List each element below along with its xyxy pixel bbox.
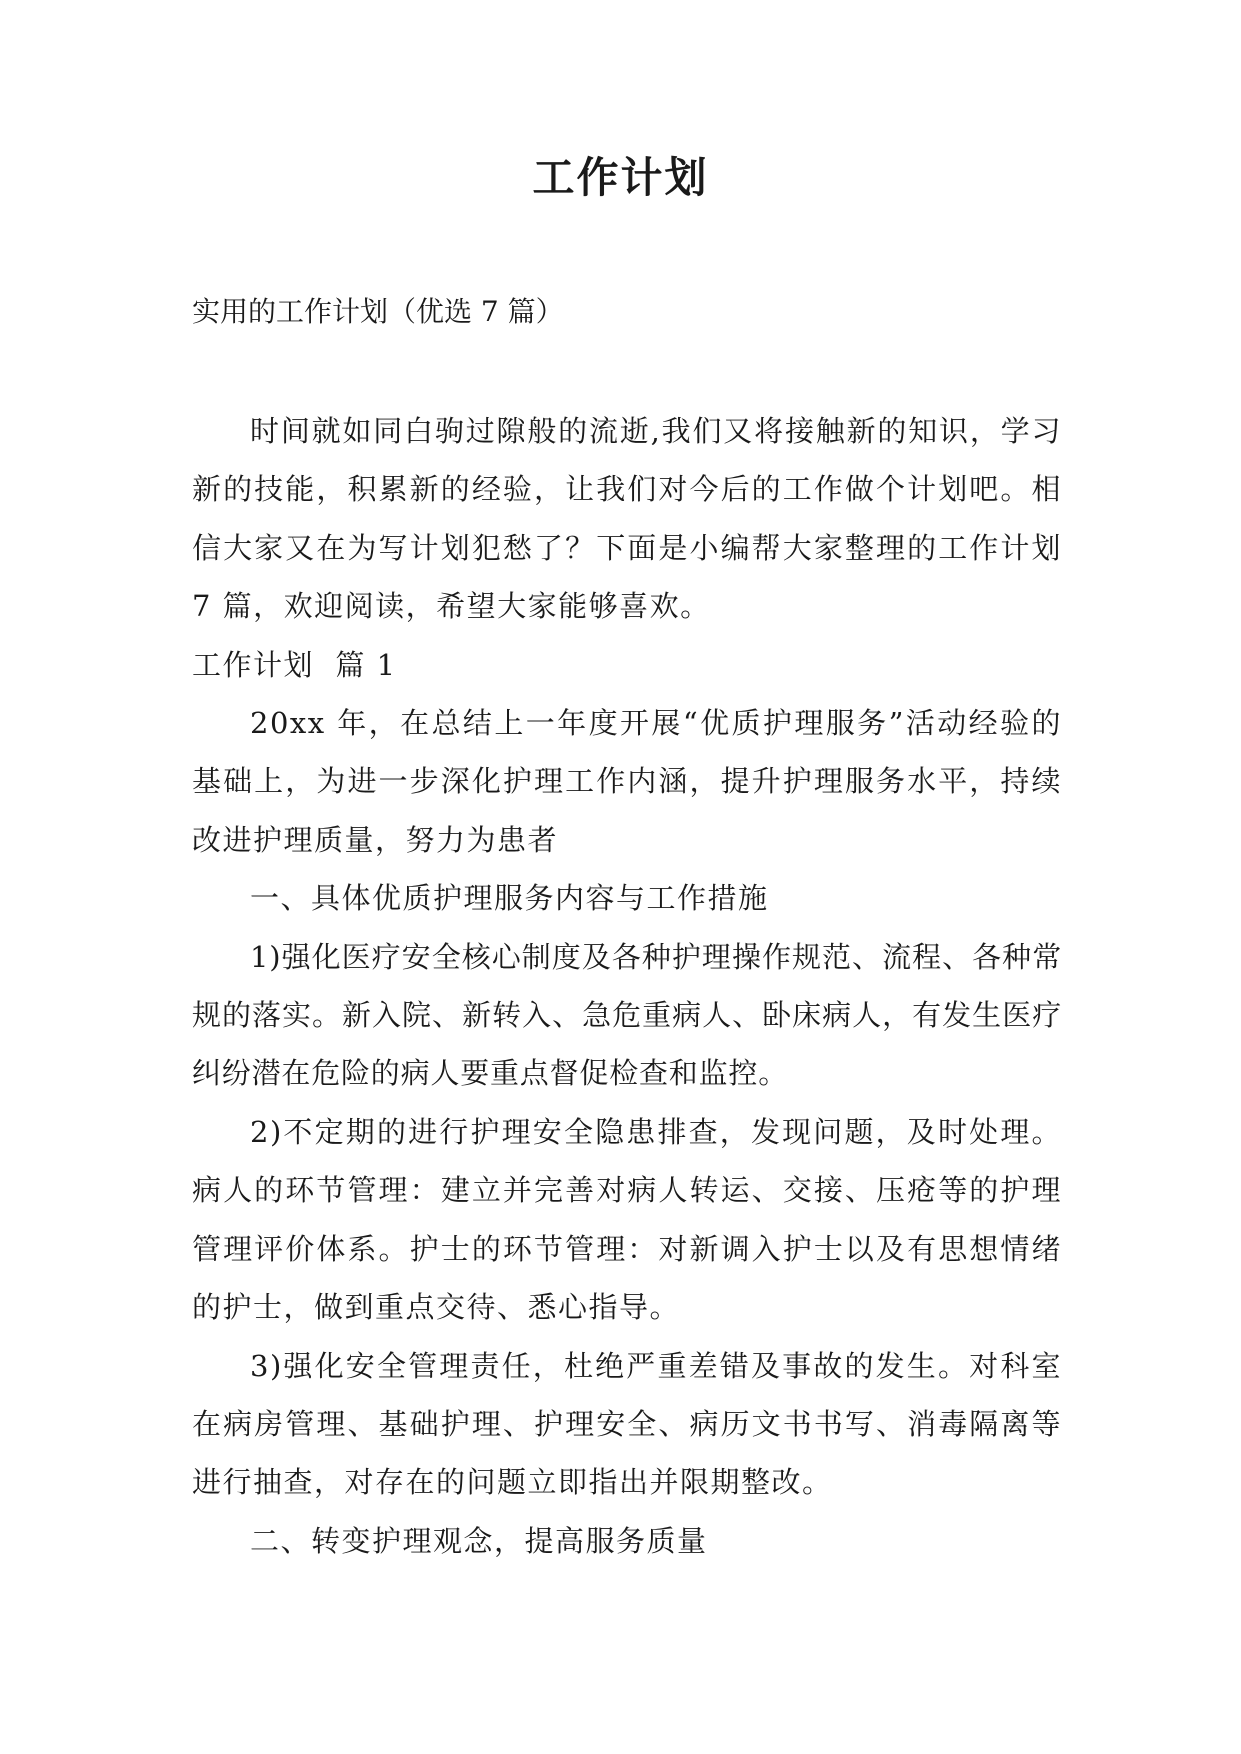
list-item-1: 1)强化医疗安全核心制度及各种护理操作规范、流程、各种常规的落实。新入院、新转入、急危重病人、卧床病人，有发生医疗纠纷潜在危险的病人要重点督促检查和监控。: [192, 939, 1062, 1091]
intro-paragraph: 时间就如同白驹过隙般的流逝,我们又将接触新的知识，学习新的技能，积累新的经验，让我们对今后的工作做个计划吧。相信大家又在为写计划犯愁了？下面是小编帮大家整理的工作计划 7 篇，欢迎阅读，希望大家能够喜欢。: [192, 414, 1062, 624]
subheading-2: 二、转变护理观念，提高服务质量: [250, 1523, 708, 1558]
list-item-2: 2)不定期的进行护理安全隐患排查，发现问题，及时处理。病人的环节管理：建立并完善对病人转运、交接、压疮等的护理管理评价体系。护士的环节管理：对新调入护士以及有思想情绪的护士，做到重点交待、悉心指导。: [192, 1114, 1062, 1325]
document-title: 工作计划: [532, 153, 709, 202]
section-heading-part-1: 工作计划 篇 1: [192, 647, 397, 682]
body-paragraph: 20xx 年，在总结上一年度开展“优质护理服务”活动经验的基础上，为进一步深化护理工作内涵，提升护理服务水平，持续改进护理质量，努力为患者: [192, 706, 1062, 857]
document-subtitle: 实用的工作计划（优选 7 篇）: [192, 295, 564, 328]
list-item-3: 3)强化安全管理责任，杜绝严重差错及事故的发生。对科室在病房管理、基础护理、护理安全、病历文书书写、消毒隔离等进行抽查，对存在的问题立即指出并限期整改。: [192, 1348, 1062, 1500]
subheading-1: 一、具体优质护理服务内容与工作措施: [250, 881, 769, 916]
document-body: [192, 402, 1062, 1570]
